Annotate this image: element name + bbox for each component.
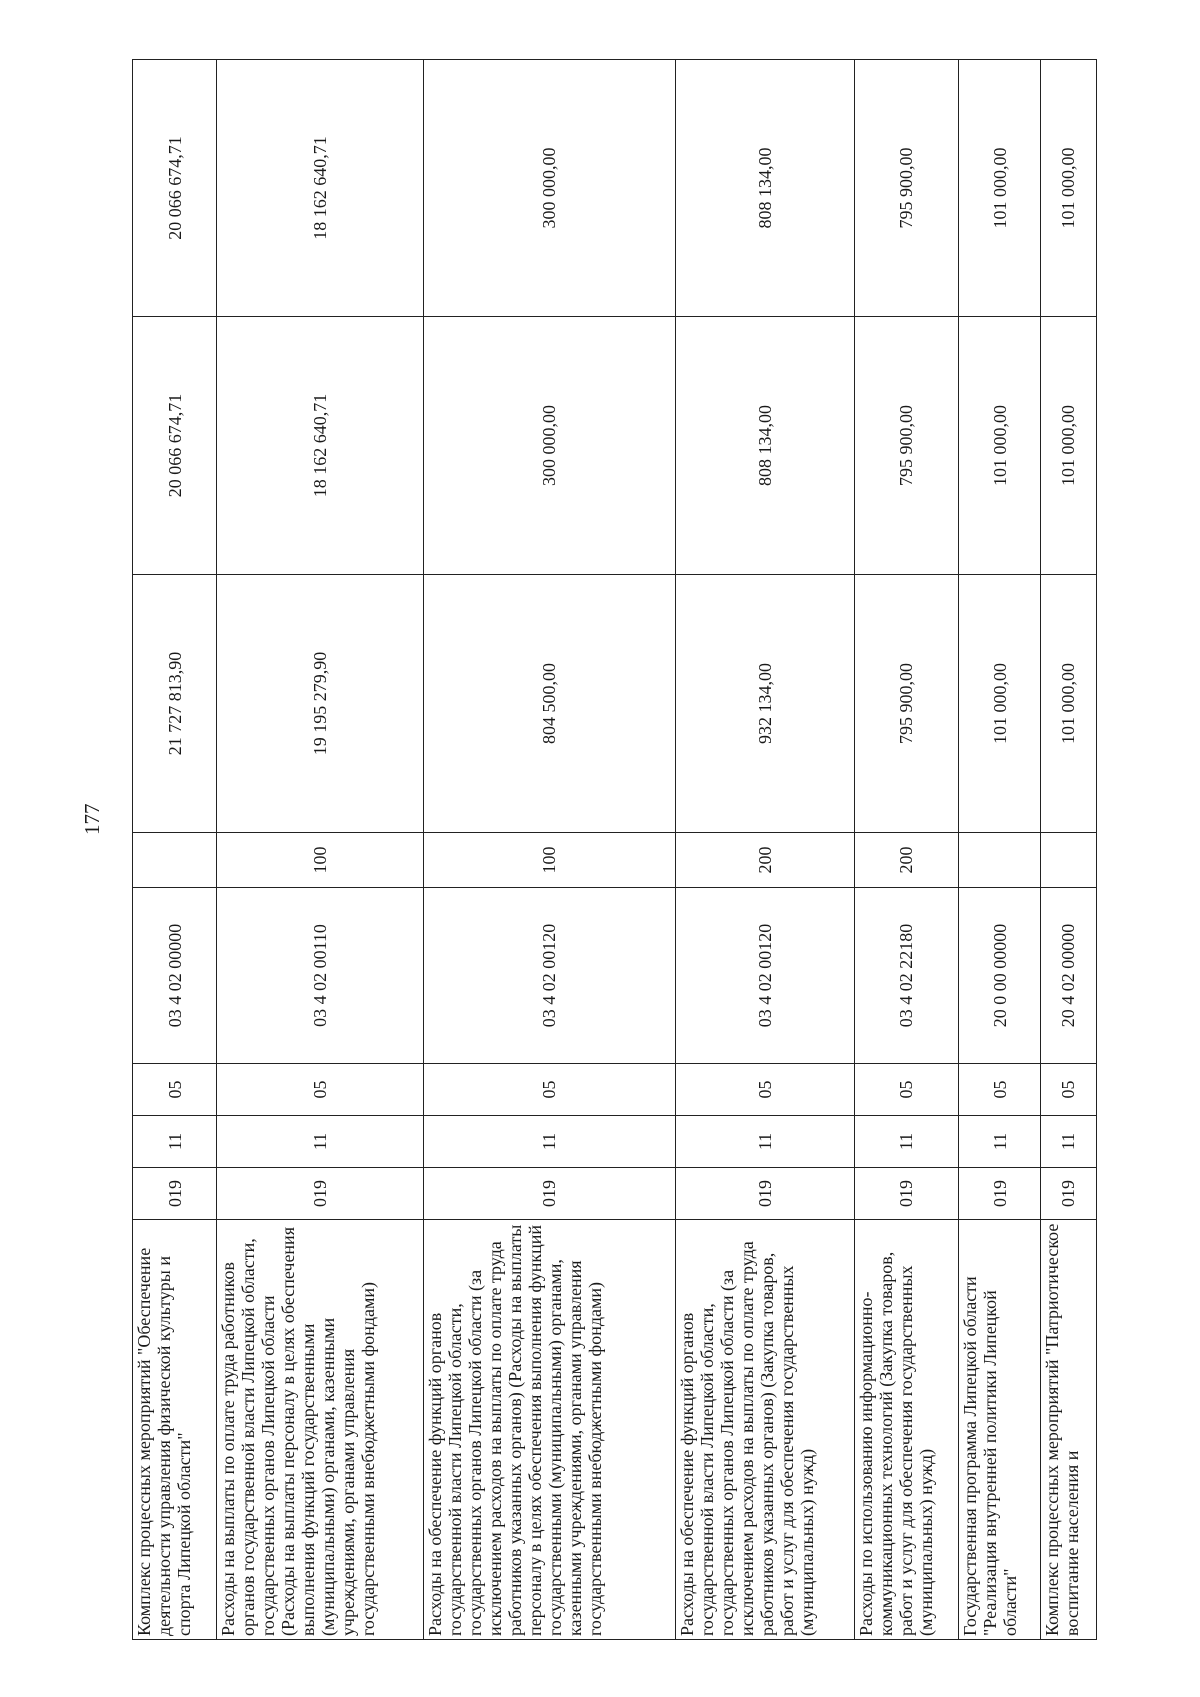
target-article-code: 20 0 00 00000 xyxy=(959,888,1041,1064)
amount-year-2: 101 000,00 xyxy=(1040,317,1096,575)
admin-code: 019 xyxy=(854,1168,958,1220)
target-article-code: 03 4 02 00000 xyxy=(133,888,217,1064)
row-name: Государственная программа Липецкой области "Реализация внутренней политики Липецкой области" xyxy=(959,1220,1041,1640)
amount-year-3: 795 900,00 xyxy=(854,60,958,317)
amount-year-2: 808 134,00 xyxy=(675,317,854,575)
table-row xyxy=(854,60,958,1640)
section-code: 11 xyxy=(133,1116,217,1168)
row-name: Расходы на обеспечение функций органов государственной власти Липецкой области, государственных органов Липецкой области (за исключением расходов на выплаты по оплате труда работников указанных органов) (Закупка товаров, работ и услуг для обеспечения государственных (муниципальных) нужд) xyxy=(675,1220,854,1640)
expense-type-code xyxy=(1040,833,1096,888)
amount-year-2: 795 900,00 xyxy=(854,317,958,575)
subsection-code: 05 xyxy=(423,1064,675,1116)
amount-year-3: 300 000,00 xyxy=(423,60,675,317)
admin-code: 019 xyxy=(675,1168,854,1220)
rotated-table-wrapper xyxy=(132,60,1097,1640)
row-name: Комплекс процессных мероприятий "Патриотическое воспитание населения и xyxy=(1040,1220,1096,1640)
admin-code: 019 xyxy=(1040,1168,1096,1220)
admin-code: 019 xyxy=(959,1168,1041,1220)
amount-year-3: 18 162 640,71 xyxy=(217,60,424,317)
amount-year-2: 300 000,00 xyxy=(423,317,675,575)
target-article-code: 20 4 02 00000 xyxy=(1040,888,1096,1064)
amount-year-1: 804 500,00 xyxy=(423,575,675,833)
table-row xyxy=(423,60,675,1640)
target-article-code: 03 4 02 00120 xyxy=(675,888,854,1064)
amount-year-3: 20 066 674,71 xyxy=(133,60,217,317)
amount-year-3: 101 000,00 xyxy=(1040,60,1096,317)
amount-year-2: 101 000,00 xyxy=(959,317,1041,575)
amount-year-2: 20 066 674,71 xyxy=(133,317,217,575)
section-code: 11 xyxy=(854,1116,958,1168)
admin-code: 019 xyxy=(133,1168,217,1220)
table-row xyxy=(959,60,1041,1640)
amount-year-1: 932 134,00 xyxy=(675,575,854,833)
section-code: 11 xyxy=(959,1116,1041,1168)
row-name: Расходы на обеспечение функций органов государственной власти Липецкой области, государственных органов Липецкой области (за исключением расходов на выплаты по оплате труда работников указанных органов) (Расходы на выплаты персоналу в целях обеспечения выполнения функций государственными (муниципальными) органами, казенными учреждениями, органами управления государственными внебюджетными фондами) xyxy=(423,1220,675,1640)
expense-type-code: 200 xyxy=(854,833,958,888)
section-code: 11 xyxy=(1040,1116,1096,1168)
amount-year-1: 101 000,00 xyxy=(959,575,1041,833)
expense-type-code xyxy=(133,833,217,888)
admin-code: 019 xyxy=(217,1168,424,1220)
subsection-code: 05 xyxy=(854,1064,958,1116)
subsection-code: 05 xyxy=(959,1064,1041,1116)
amount-year-1: 21 727 813,90 xyxy=(133,575,217,833)
section-code: 11 xyxy=(675,1116,854,1168)
target-article-code: 03 4 02 00110 xyxy=(217,888,424,1064)
budget-table xyxy=(132,59,1097,1640)
target-article-code: 03 4 02 00120 xyxy=(423,888,675,1064)
expense-type-code: 100 xyxy=(423,833,675,888)
subsection-code: 05 xyxy=(1040,1064,1096,1116)
admin-code: 019 xyxy=(423,1168,675,1220)
section-code: 11 xyxy=(217,1116,424,1168)
target-article-code: 03 4 02 22180 xyxy=(854,888,958,1064)
amount-year-3: 101 000,00 xyxy=(959,60,1041,317)
subsection-code: 05 xyxy=(675,1064,854,1116)
expense-type-code: 200 xyxy=(675,833,854,888)
table-row xyxy=(1040,60,1096,1640)
subsection-code: 05 xyxy=(217,1064,424,1116)
row-name: Расходы по использованию информационно-коммуникационных технологий (Закупка товаров, работ и услуг для обеспечения государственных (муниципальных) нужд) xyxy=(854,1220,958,1640)
expense-type-code xyxy=(959,833,1041,888)
expense-type-code: 100 xyxy=(217,833,424,888)
subsection-code: 05 xyxy=(133,1064,217,1116)
table-row xyxy=(217,60,424,1640)
amount-year-1: 19 195 279,90 xyxy=(217,575,424,833)
table-row xyxy=(133,60,217,1640)
amount-year-2: 18 162 640,71 xyxy=(217,317,424,575)
amount-year-1: 101 000,00 xyxy=(1040,575,1096,833)
section-code: 11 xyxy=(423,1116,675,1168)
amount-year-3: 808 134,00 xyxy=(675,60,854,317)
amount-year-1: 795 900,00 xyxy=(854,575,958,833)
row-name: Комплекс процессных мероприятий "Обеспечение деятельности управления физической культуры и спорта Липецкой области" xyxy=(133,1220,217,1640)
page-number: 177 xyxy=(80,803,104,835)
row-name: Расходы на выплаты по оплате труда работников органов государственной власти Липецкой области, государственных органов Липецкой области (Расходы на выплаты персоналу в целях обеспечения выполнения функций государственными (муниципальными) органами, казенными учреждениями, органами управления государственными внебюджетными фондами) xyxy=(217,1220,424,1640)
table-row xyxy=(675,60,854,1640)
